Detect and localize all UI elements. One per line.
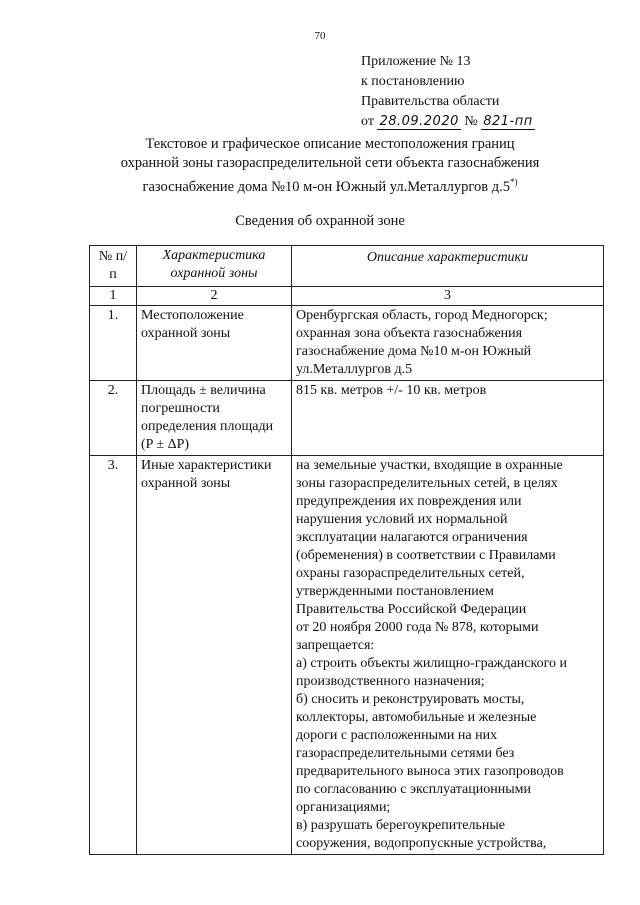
section-subtitle: Сведения об охранной зоне [235,213,405,229]
description-line: запрещается: [296,638,375,653]
column-numbering-row [90,287,604,306]
table-row [90,456,604,855]
appendix-line-3: Правительства области [361,94,500,109]
description-line: на земельные участки, входящие в охранные [296,458,563,473]
description-line: охраны газораспределительных сетей, [296,566,525,581]
column-number: 2 [137,287,292,306]
row-number: 3. [90,456,137,855]
description-line: предварительного выноса этих газопроводов [296,764,564,779]
header-characteristic-line-1: Характеристика [162,248,266,263]
description-line: по согласованию с эксплуатационными [296,782,531,797]
description-line: зоны газораспределительных сетей, в целях [296,476,558,491]
description-line: Правительства Российской Федерации [296,602,527,617]
date-prefix: от [361,114,374,129]
description-line: а) строить объекты жилищно-гражданского и [296,656,567,671]
description-line: утвержденными постановлением [296,584,494,599]
appendix-line-2: к постановлению [361,74,465,89]
description-line: эксплуатации налагаются ограничения [296,530,528,545]
description-line: предупреждения их повреждения или [296,494,522,509]
column-number: 1 [90,287,137,306]
description-line: нарушения условий их нормальной [296,512,508,527]
description-line: (обременения) в соответствии с Правилами [296,548,556,563]
handwritten-date: 28.09.2020 [379,114,459,129]
table-row [90,381,604,456]
description-line: б) сносить и реконструировать мосты, [296,692,525,707]
description-line: организациями; [296,800,391,815]
header-characteristic [137,246,292,287]
title-line-3-text: газоснабжение дома №10 м-он Южный ул.Металлургов д.5 [142,178,510,195]
header-description: Описание характеристики [292,246,604,287]
title-line-1: Текстовое и графическое описание местоположения границ [145,136,515,152]
row-characteristic: Местоположение охранной зоны [137,306,292,381]
handwritten-number: 821-пп [483,114,533,129]
description-line: газораспределительными сетями без [296,746,515,761]
page-number: 70 [314,30,326,42]
title-line-3 [60,173,600,197]
appendix-line-1: Приложение № 13 [361,54,471,69]
footnote-mark: *) [509,177,518,187]
row-number: 2. [90,381,137,456]
description-line: в) разрушать берегоукрепительные [296,818,506,833]
column-number: 3 [292,287,604,306]
description-line: производственного назначения; [296,674,485,689]
appendix-date-line [361,112,535,132]
table-header-row [90,246,604,287]
header-number: № п/п [90,246,137,287]
row-characteristic: Иные характеристики охранной зоны [137,456,292,855]
description-line: сооружения, водопропускные устройства, [296,836,547,851]
header-characteristic-line-2: охранной зоны [170,266,258,281]
title-line-2: охранной зоны газораспределительной сети объекта газоснабжения [120,155,540,171]
table-row [90,306,604,381]
description-line: от 20 ноября 2000 года № 878, которыми [296,620,539,635]
description-line: дороги с расположенными на них [296,728,498,743]
row-description: 815 кв. метров +/- 10 кв. метров [292,381,604,456]
row-description [292,456,604,855]
row-description: Оренбургская область, город Медногорск; охранная зона объекта газоснабжения газоснабжение дома №10 м-он Южный ул.Металлургов д.5 [292,306,604,381]
row-number: 1. [90,306,137,381]
number-prefix: № [464,114,478,129]
protection-zone-table [89,245,604,855]
appendix-block [361,52,535,132]
document-title [60,135,600,197]
row-characteristic: Площадь ± величина погрешности определения площади (P ± ΔP) [137,381,292,456]
description-line: коллекторы, автомобильные и железные [296,710,537,725]
